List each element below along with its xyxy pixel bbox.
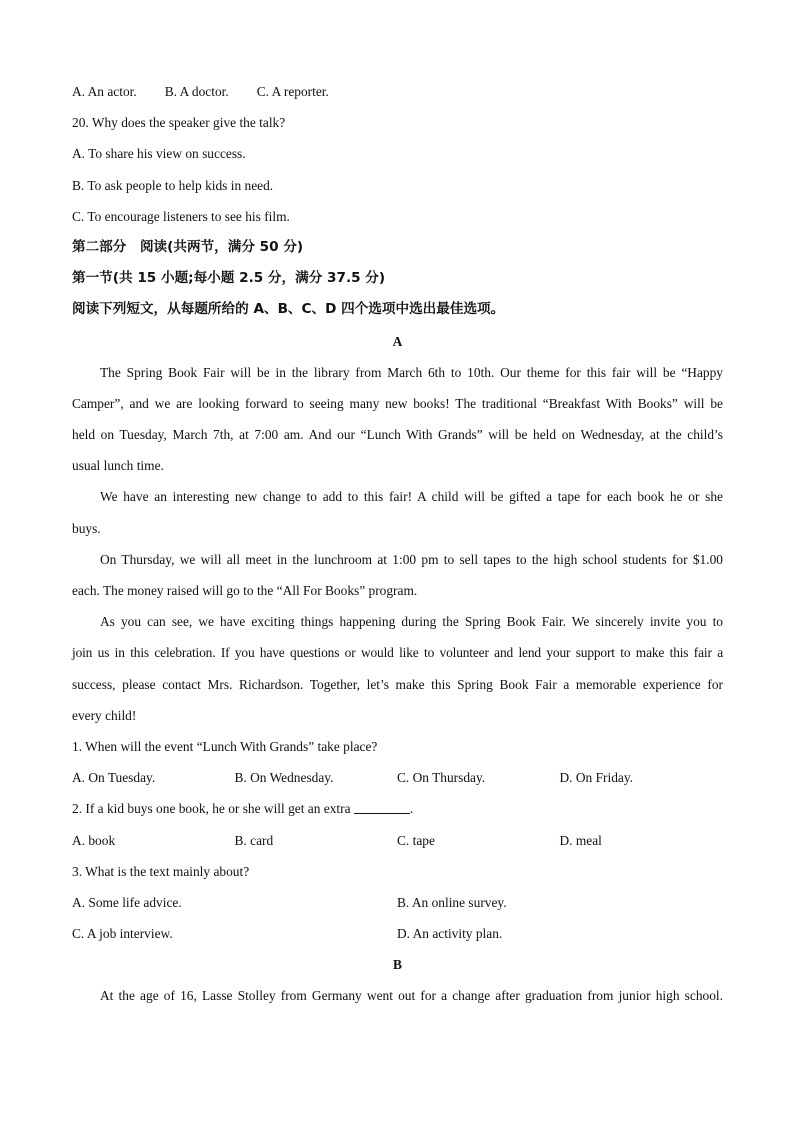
passage-line: usual lunch time. [72,458,164,474]
q19-option-c: C. A reporter. [256,84,329,99]
q19-option-a: A. An actor. [72,84,137,99]
passage-line: join us in this celebration. If you have questions or would like to volunteer and lend your support to make this fair a [72,645,723,661]
q2-option-a: A. book [72,832,116,848]
passage-line: success, please contact Mrs. Richardson. Together, let’s make this Spring Book Fair a memorable experience for [72,676,723,692]
passage-a-label: A [392,333,403,349]
q20-stem: 20. Why does the speaker give the talk? [72,115,286,131]
q1-option-b: B. On Wednesday. [234,770,334,786]
answer-blank [354,799,410,814]
q3-option-c: C. A job interview. [72,926,173,942]
passage-line: The Spring Book Fair will be in the library from March 6th to 10th. Our theme for this fair will be “Happy [100,364,723,380]
section1-heading: 第一节(共 15 小题;每小题 2.5 分，满分 37.5 分) [72,270,386,287]
q3-options-row2 [72,918,723,949]
q1-option-c: C. On Thursday. [397,770,486,786]
exam-page [72,76,723,1012]
passage-a-paragraph-2 [72,481,723,543]
passage-line: every child! [72,707,137,723]
q1-option-d: D. On Friday. [559,770,634,786]
q2-option-b: B. card [234,832,274,848]
q20-option-b: B. To ask people to help kids in need. [72,177,274,193]
passage-a-paragraph-4 [72,606,723,731]
passage-line: On Thursday, we will all meet in the lunchroom at 1:00 pm to sell tapes to the high school students for $1.00 [100,551,723,567]
passage-line: Camper”, and we are looking forward to seeing many new books! The traditional “Breakfast With Books” will be [72,395,723,411]
q3-option-a: A. Some life advice. [72,894,182,910]
q20-option-c: C. To encourage listeners to see his film. [72,208,290,224]
passage-b-label: B [393,957,402,973]
q1-options [72,762,723,793]
passage-line: held on Tuesday, March 7th, at 7:00 am. And our “Lunch With Grands” will be held on Wednesday, at the child’s [72,427,723,443]
passage-a-paragraph-3 [72,544,723,606]
passage-line: each. The money raised will go to the “All For Books” program. [72,583,418,598]
q2-option-c: C. tape [397,832,435,848]
passage-b-line: At the age of 16, Lasse Stolley from Germany went out for a change after graduation from junior high school. [100,988,723,1004]
q3-options-row1 [72,887,723,918]
q2-options [72,825,723,856]
passage-a-paragraph-1 [72,357,723,482]
q20-option-a: A. To share his view on success. [72,146,246,162]
q1-option-a: A. On Tuesday. [72,770,156,786]
passage-line: buys. [72,520,101,536]
q2-stem-line [72,793,723,824]
q1-stem: 1. When will the event “Lunch With Grands” take place? [72,738,378,754]
q2-option-d: D. meal [559,832,602,848]
reading-instruction: 阅读下列短文，从每题所给的 A、B、C、D 四个选项中选出最佳选项。 [72,301,505,318]
q2-stem-end: . [409,801,414,817]
q3-option-b: B. An online survey. [397,894,507,910]
q19-option-b: B. A doctor. [164,84,229,99]
q3-option-d: D. An activity plan. [397,926,503,942]
passage-line: As you can see, we have exciting things happening during the Spring Book Fair. We sincerely invite you to [100,614,723,630]
q19-options [72,76,723,107]
q3-stem: 3. What is the text mainly about? [72,863,250,879]
part2-heading: 第二部分 阅读(共两节，满分 50 分) [72,238,304,255]
passage-line: We have an interesting new change to add to this fair! A child will be gifted a tape for each book he or she [100,489,723,505]
q2-stem: 2. If a kid buys one book, he or she will get an extra [72,801,351,817]
